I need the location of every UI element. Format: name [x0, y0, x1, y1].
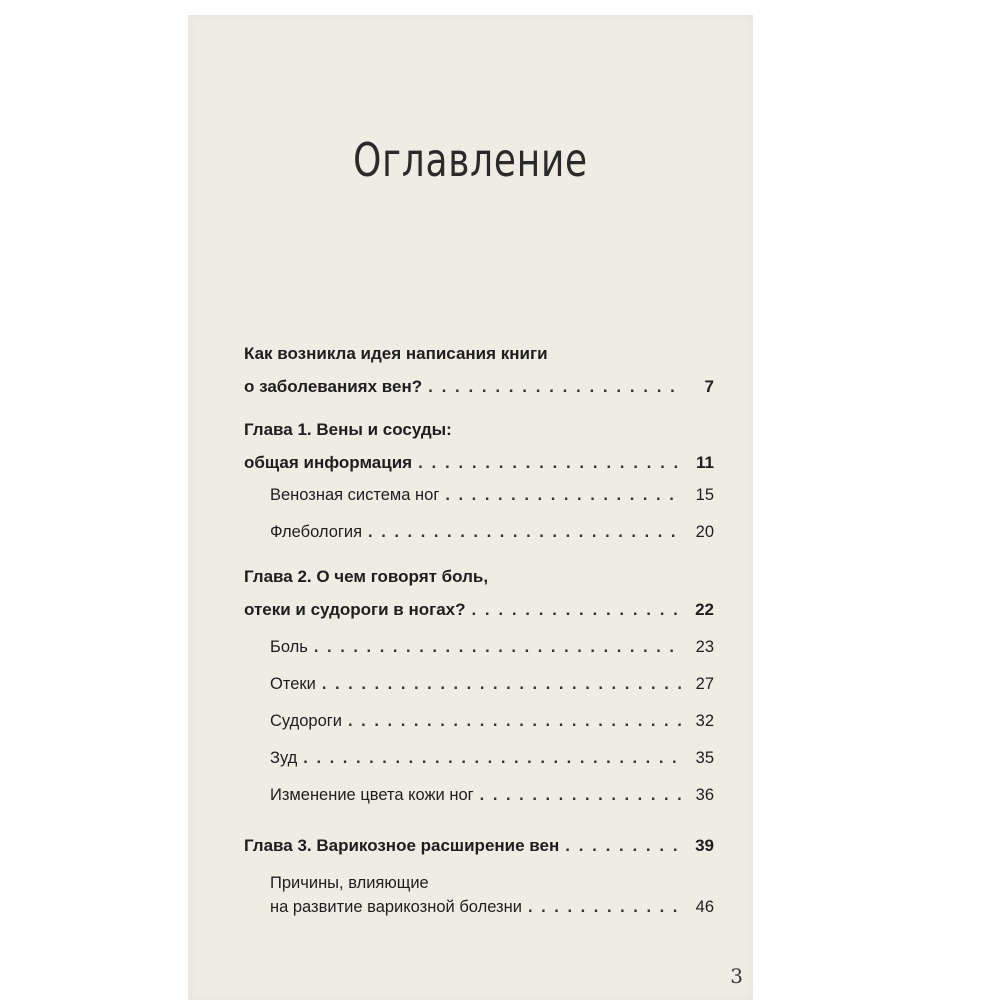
toc-entry-title: о заболеваниях вен? — [244, 377, 423, 396]
dot-leader — [368, 520, 682, 544]
toc-entry-title: Судороги — [270, 712, 343, 730]
toc-entry-title: Венозная система ног — [270, 486, 440, 504]
toc-entry-title: Глава 3. Варикозное расширение вен — [244, 836, 560, 855]
toc-entry-title: Как возникла идея написания книги — [244, 344, 548, 363]
dot-leader — [322, 672, 682, 696]
toc-page-number: 22 — [695, 600, 714, 619]
toc-entry-title: Флебология — [270, 523, 363, 541]
toc-entry-chapter-1 — [244, 413, 714, 479]
dot-leader — [445, 483, 682, 507]
toc-entry-chapter-3 — [244, 829, 714, 862]
toc-entry-title: отеки и судороги в ногах? — [244, 600, 466, 619]
toc-page-number: 39 — [695, 836, 714, 855]
toc-subentry — [270, 483, 714, 507]
dot-leader — [418, 446, 682, 479]
toc-page-number: 20 — [695, 523, 714, 541]
toc-page-number: 15 — [695, 486, 714, 504]
toc-subentry — [270, 871, 714, 919]
toc-entry-title: Боль — [270, 638, 308, 656]
toc-entry-title: на развитие варикозной болезни — [270, 898, 522, 916]
dot-leader — [528, 895, 682, 919]
toc-page-number: 11 — [696, 453, 714, 472]
toc-subentry — [270, 746, 714, 770]
toc-page-number: 46 — [695, 898, 714, 916]
toc-page-number: 32 — [695, 712, 714, 730]
toc-subentry — [270, 783, 714, 807]
toc-entry-title: Причины, влияющие — [270, 874, 429, 892]
toc-entry-title: общая информация — [244, 453, 413, 472]
dot-leader — [428, 370, 682, 403]
toc-page-number: 7 — [704, 377, 714, 396]
page-number: 3 — [730, 964, 743, 988]
dot-leader — [348, 709, 682, 733]
dot-leader — [303, 746, 682, 770]
dot-leader — [471, 593, 682, 626]
toc-page-number: 35 — [695, 749, 714, 767]
toc-page-number: 36 — [695, 786, 714, 804]
toc-page-number: 27 — [695, 675, 714, 693]
toc-entry-title: Изменение цвета кожи ног — [270, 786, 474, 804]
toc-subentry — [270, 709, 714, 733]
page-title: Оглавление — [353, 133, 588, 187]
toc-subentry — [270, 520, 714, 544]
toc-entry-title: Глава 2. О чем говорят боль, — [244, 567, 489, 586]
toc-entry-chapter-2 — [244, 560, 714, 626]
toc-entry-intro — [244, 337, 714, 403]
dot-leader — [565, 829, 682, 862]
book-page — [188, 15, 753, 1000]
toc-entry-title: Отеки — [270, 675, 316, 693]
toc-subentry — [270, 672, 714, 696]
toc-entry-title: Зуд — [270, 749, 298, 767]
dot-leader — [480, 783, 682, 807]
toc-subentry — [270, 635, 714, 659]
toc-page-number: 23 — [695, 638, 714, 656]
toc-entry-title: Глава 1. Вены и сосуды: — [244, 420, 452, 439]
dot-leader — [314, 635, 682, 659]
